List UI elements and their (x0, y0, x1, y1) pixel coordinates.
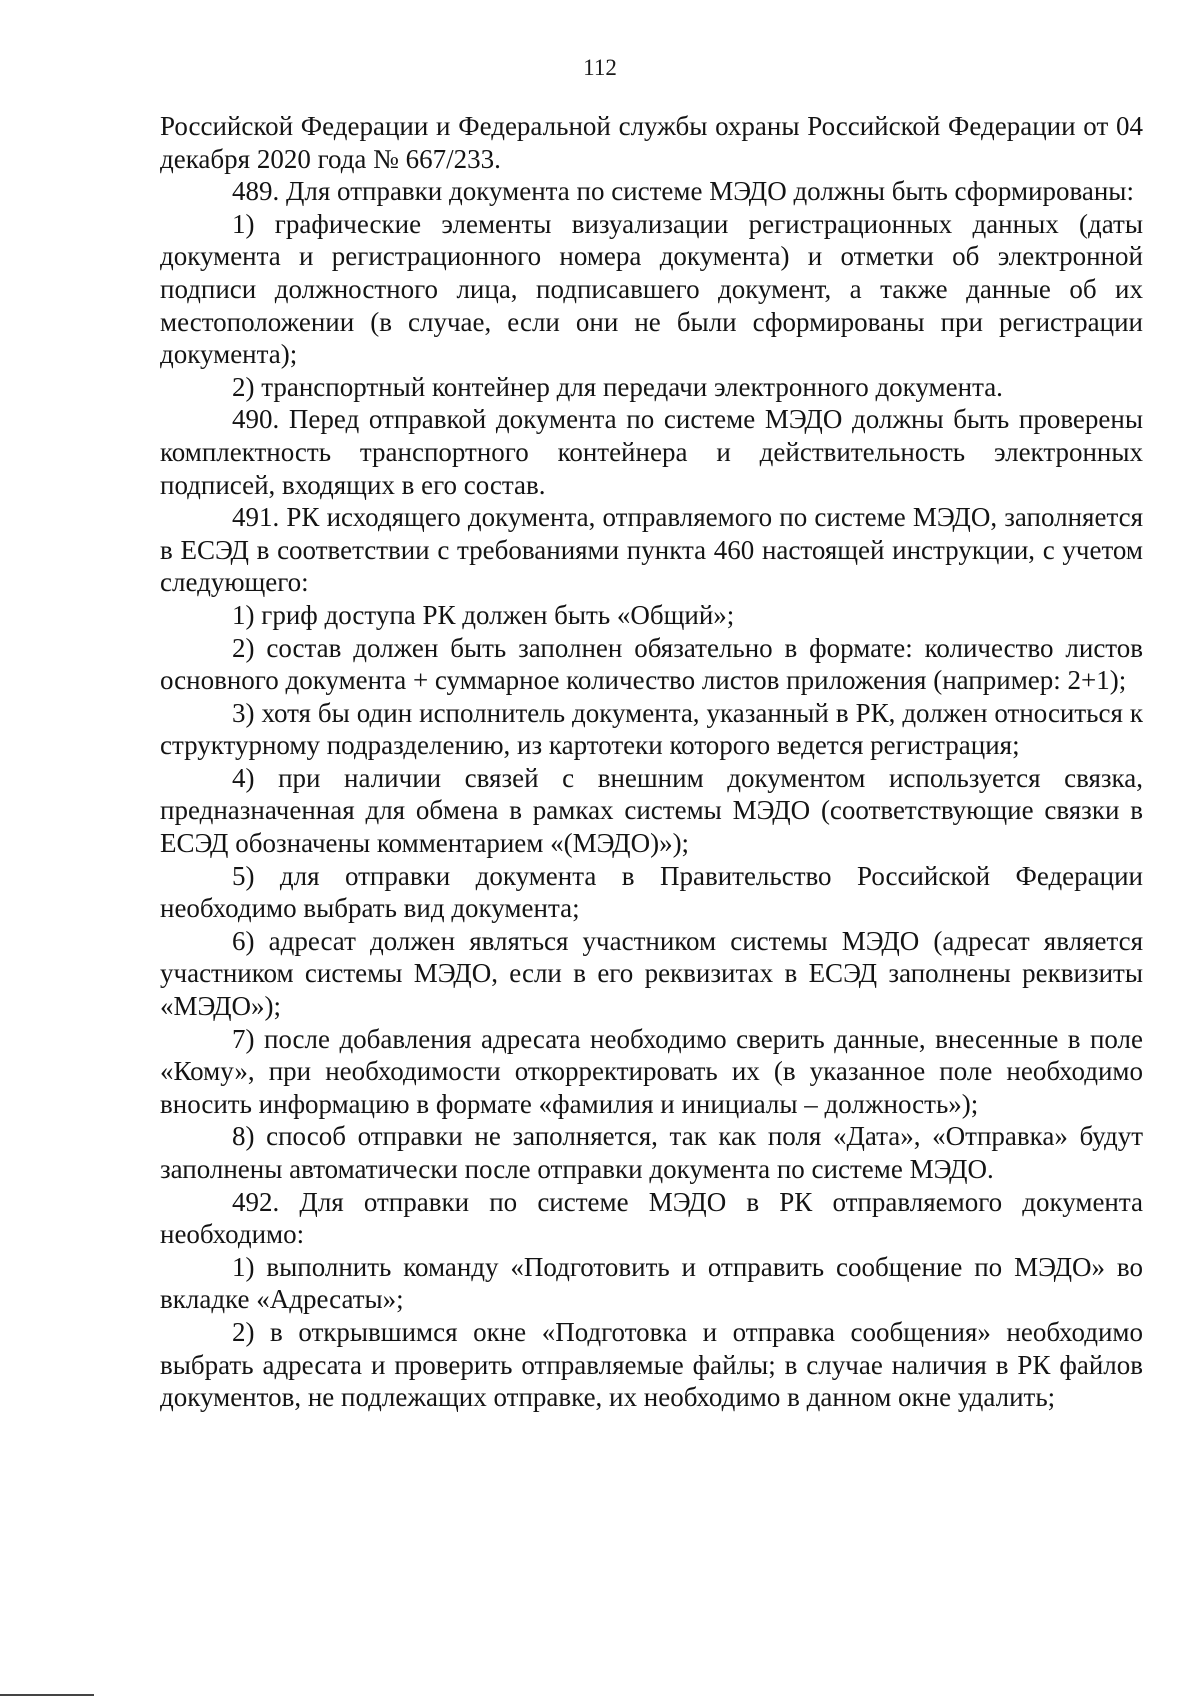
document-body (160, 110, 1143, 1414)
paragraph-491-item-1: 1) гриф доступа РК должен быть «Общий»; (232, 599, 735, 630)
paragraph-491: 491. РК исходящего документа, отправляемого по системе МЭДО, заполняется в ЕСЭД в соответствии с требованиями пункта 460 настоящей инструкции, с учетом следующего: (160, 502, 1143, 598)
paragraph-491-item-4: 4) при наличии связей с внешним документом используется связка, предназначенная для обмена в рамках системы МЭДО (соответствующие связки в ЕСЭД обозначены комментарием «(МЭДО)»); (160, 762, 1143, 859)
paragraph-491-item-8: 8) способ отправки не заполняется, так как поля «Дата», «Отправка» будут заполнены автоматически после отправки документа по системе МЭДО. (160, 1121, 1143, 1184)
paragraph-489: 489. Для отправки документа по системе МЭДО должны быть сформированы: (232, 176, 1134, 207)
paragraph-489-item-2: 2) транспортный контейнер для передачи электронного документа. (232, 371, 1003, 402)
paragraph-continuation: Российской Федерации и Федеральной службы охраны Российской Федерации от 04 декабря 2020 года № 667/233. (160, 111, 1143, 174)
paragraph-491-item-3: 3) хотя бы один исполнитель документа, указанный в РК, должен относиться к структурному подразделению, из картотеки которого ведется регистрация; (160, 697, 1143, 761)
paragraph-491-item-6: 6) адресат должен являться участником системы МЭДО (адресат является участником системы МЭДО, если в его реквизитах в ЕСЭД заполнены реквизиты «МЭДО»); (160, 925, 1143, 1022)
scan-edge-line (0, 1694, 94, 1696)
paragraph-492-item-2: 2) в открывшимся окне «Подготовка и отправка сообщения» необходимо выбрать адресата и проверить отправляемые файлы; в случае наличия в РК файлов документов, не подлежащих отправке, их необходимо в данном окне удалить; (160, 1316, 1143, 1413)
paragraph-489-item-1: 1) графические элементы визуализации регистрационных данных (даты документа и регистрационного номера документа) и отметки об электронной подписи должностного лица, подписавшего документ, а также данные об их местоположении (в случае, если они не были сформированы при регистрации документа); (160, 208, 1143, 370)
paragraph-491-item-2: 2) состав должен быть заполнен обязательно в формате: количество листов основного документа + суммарное количество листов приложения (например: 2+1); (160, 632, 1143, 696)
paragraph-492-item-1: 1) выполнить команду «Подготовить и отправить сообщение по МЭДО» во вкладке «Адресаты»; (160, 1251, 1143, 1315)
paragraph-491-item-7: 7) после добавления адресата необходимо сверить данные, внесенные в поле «Кому», при необходимости откорректировать их (в указанное поле необходимо вносить информацию в формате «фамилия и инициалы – должность»); (160, 1023, 1143, 1119)
paragraph-490: 490. Перед отправкой документа по системе МЭДО должны быть проверены комплектность транспортного контейнера и действительность электронных подписей, входящих в его состав. (160, 404, 1143, 500)
page-number: 112 (583, 55, 617, 80)
paragraph-491-item-5: 5) для отправки документа в Правительство Российской Федерации необходимо выбрать вид документа; (160, 860, 1143, 924)
paragraph-492: 492. Для отправки по системе МЭДО в РК отправляемого документа необходимо: (160, 1186, 1143, 1250)
